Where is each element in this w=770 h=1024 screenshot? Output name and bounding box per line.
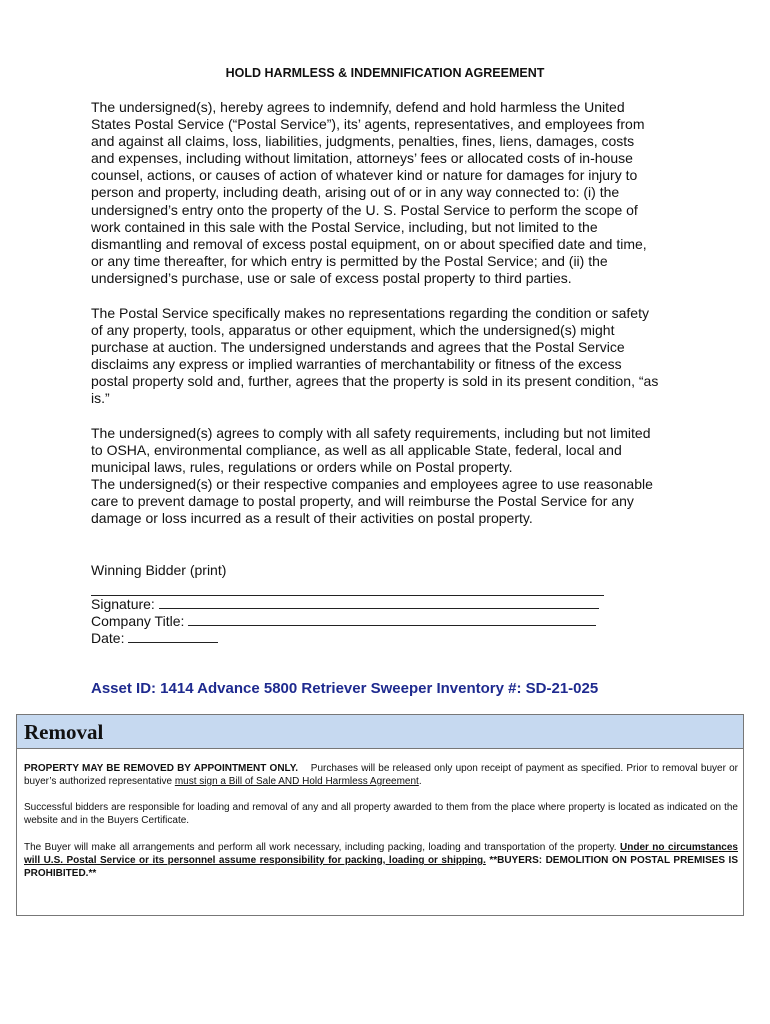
paragraph-line: dismantling and removal of excess postal equipment, on or about specified date and time, xyxy=(91,235,647,252)
removal-paragraph-3 xyxy=(24,841,738,880)
paragraph-line: work contained in this sale with the Postal Service, including, but not limited to the xyxy=(91,218,598,235)
paragraph-line: postal property sold and, further, agrees that the property is sold in its present condition, “as xyxy=(91,373,659,390)
winning-bidder-label: Winning Bidder (print) xyxy=(91,562,227,578)
paragraph-line: undersigned’s entry onto the property of the U. S. Postal Service to perform the scope of xyxy=(91,201,638,218)
paragraph-line: is.” xyxy=(91,390,110,407)
no-warranty-paragraph xyxy=(91,305,658,408)
company-title-label: Company Title: xyxy=(91,613,185,629)
paragraph-line: The Postal Service specifically makes no representations regarding the condition or safety xyxy=(91,305,649,321)
paragraph-line: person and property, including death, arising out of or in any way connected to: (i) the xyxy=(91,184,620,201)
responsibility-disclaimer: Under no circumstances will U.S. Postal Service or its personnel assume responsibility for packing, loading or shipping. xyxy=(24,842,738,866)
signature-field[interactable] xyxy=(91,596,599,612)
paragraph-line: municipal laws, rules, regulations or orders while on Postal property. xyxy=(91,459,513,476)
period: . xyxy=(418,776,422,787)
paragraph-line: of any property, tools, apparatus or other equipment, which the undersigned(s) might xyxy=(91,322,615,339)
removal-paragraph-1 xyxy=(24,762,738,788)
paragraph-line: damage or loss incurred as a result of their activities on postal property. xyxy=(91,510,533,527)
paragraph-line: States Postal Service (“Postal Service”), its’ agents, representatives, and employees from xyxy=(91,116,645,133)
removal-paragraph-2: Successful bidders are responsible for loading and removal of any and all property awarded to them from the place where property is located as indicated on the website and in the Buyers Certificate. xyxy=(24,802,738,826)
paragraph-line: to OSHA, environmental compliance, as well as all applicable State, federal, local and xyxy=(91,442,622,459)
company-title-field[interactable] xyxy=(91,613,596,629)
paragraph-line: The undersigned(s) or their respective companies and employees agree to use reasonable xyxy=(91,476,653,493)
date-field[interactable] xyxy=(91,630,218,646)
paragraph-line: The undersigned(s) agrees to comply with all safety requirements, including but not limited xyxy=(91,425,651,441)
document-title: HOLD HARMLESS & INDEMNIFICATION AGREEMENT xyxy=(225,66,545,80)
indemnification-paragraph xyxy=(91,99,647,287)
paragraph-line: disclaims any express or implied warranties of merchantability or fitness of the excess xyxy=(91,356,622,373)
paragraph-line: and expenses, including without limitation, attorneys’ fees or allocated costs of in-house xyxy=(91,150,633,167)
arrangements-text: The Buyer will make all arrangements and perform all work necessary, including packing, loading and transportation of the property. xyxy=(24,842,620,853)
paragraph-line: counsel, actions, or causes of action of whatever kind or nature for damages for injury to xyxy=(91,167,638,184)
paragraph-line: purchase at auction. The undersigned understands and agrees that the Postal Service xyxy=(91,339,625,356)
date-label: Date: xyxy=(91,630,125,646)
paragraph-line: The undersigned(s), hereby agrees to indemnify, defend and hold harmless the United xyxy=(91,99,625,115)
safety-paragraph xyxy=(91,425,653,528)
demolition-prohibited: **BUYERS: DEMOLITION ON POSTAL PREMISES IS PROHIBITED.** xyxy=(24,855,738,879)
release-text: Purchases will be released only upon receipt of payment as specified. Prior to removal buyer or buyer’s authorized representative xyxy=(24,763,738,787)
asset-id-heading: Asset ID: 1414 Advance 5800 Retriever Sweeper Inventory #: SD-21-025 xyxy=(91,680,599,697)
appointment-notice: PROPERTY MAY BE REMOVED BY APPOINTMENT ONLY. xyxy=(24,763,299,774)
bill-of-sale-requirement: must sign a Bill of Sale AND Hold Harmless Agreement xyxy=(174,776,419,787)
paragraph-line: care to prevent damage to postal property, and will reimburse the Postal Service for any xyxy=(91,493,634,510)
removal-section xyxy=(16,714,744,916)
signature-label: Signature: xyxy=(91,596,155,612)
paragraph-line: undersigned’s purchase, use or sale of excess postal property to third parties. xyxy=(91,269,572,286)
removal-heading: Removal xyxy=(17,715,743,749)
paragraph-line: or any time thereafter, for which entry is permitted by the Postal Service; and (ii) the xyxy=(91,252,608,269)
paragraph-line: and against all claims, loss, liabilities, judgments, penalties, fines, liens, damages, costs xyxy=(91,133,635,150)
